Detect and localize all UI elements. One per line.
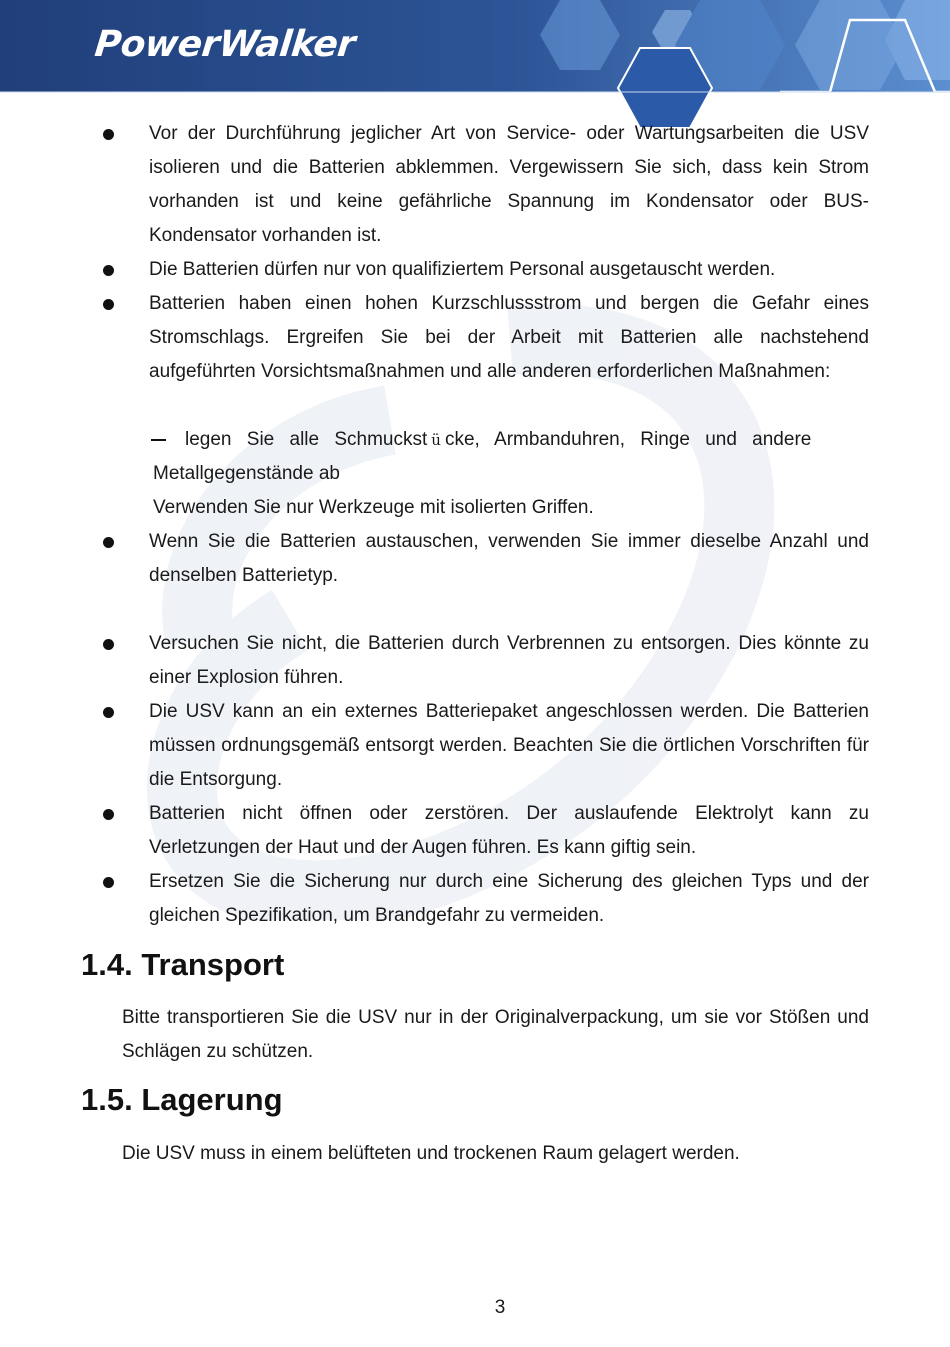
list-item-text: Ersetzen Sie die Sicherung nur durch eine Sicherung des gleichen Typs und der gleichen Spezifikation, um Brandgefahr zu vermeiden. — [149, 871, 869, 926]
list-item-text: Versuchen Sie nicht, die Batterien durch Verbrennen zu entsorgen. Dies könnte zu einer Explosion führen. — [149, 633, 869, 688]
bullet-icon — [103, 877, 114, 888]
list-item-text: Batterien nicht öffnen oder zerstören. Der auslaufende Elektrolyt kann zu Verletzungen der Haut und der Augen führen. Es kann giftig sein. — [149, 803, 869, 858]
sub-item-jewelry — [185, 423, 869, 457]
bullet-icon — [103, 809, 114, 820]
list-item-text: Die Batterien dürfen nur von qualifiziertem Personal ausgetauscht werden. — [149, 259, 776, 280]
bullet-icon — [103, 537, 114, 548]
bullet-icon — [103, 129, 114, 140]
bullet-icon — [103, 707, 114, 718]
dash-icon — [151, 439, 166, 441]
list-item-text: Batterien haben einen hohen Kurzschlussstrom und bergen die Gefahr eines Stromschlags. Ergreifen Sie bei der Arbeit mit Batterien alle nachstehend aufgeführten Vorsichtsmaßnahmen und alle anderen erforderlichen Maßnahmen: — [149, 293, 869, 382]
page-number: 3 — [494, 1297, 506, 1318]
list-item-text: Vor der Durchführung jeglicher Art von Service- oder Wartungsarbeiten die USV isolieren und die Batterien abklemmen. Vergewissern Sie sich, dass kein Strom vorhanden ist und keine gefährliche Spannung im Kondensator oder BUS-Kondensator vorhanden ist. — [149, 123, 869, 246]
sub-item-text: legen Sie alle Schmuckst ü cke, Armbanduhren, Ringe und andere — [185, 429, 812, 450]
sub-item-tools: Verwenden Sie nur Werkzeuge mit isolierten Griffen. — [153, 497, 594, 518]
list-item-text: Wenn Sie die Batterien austauschen, verwenden Sie immer dieselbe Anzahl und denselben Batterietyp. — [149, 531, 869, 586]
brand-logo: PowerWalker — [92, 24, 357, 65]
section-heading-transport: 1.4. Transport — [81, 947, 285, 982]
section-heading-lagerung: 1.5. Lagerung — [81, 1082, 283, 1117]
section-body-transport: Bitte transportieren Sie die USV nur in der Originalverpackung, um sie vor Stößen und Schlägen zu schützen. — [122, 1007, 869, 1062]
sub-item-jewelry-cont: Metallgegenstände ab — [153, 463, 340, 484]
list-item-text: Die USV kann an ein externes Batteriepaket angeschlossen werden. Die Batterien müssen ordnungsgemäß entsorgt werden. Beachten Sie die örtlichen Vorschriften für die Entsorgung. — [149, 701, 869, 790]
bullet-icon — [103, 265, 114, 276]
section-body-lagerung: Die USV muss in einem belüfteten und trockenen Raum gelagert werden. — [122, 1143, 740, 1164]
bullet-icon — [103, 299, 114, 310]
bullet-icon — [103, 639, 114, 650]
